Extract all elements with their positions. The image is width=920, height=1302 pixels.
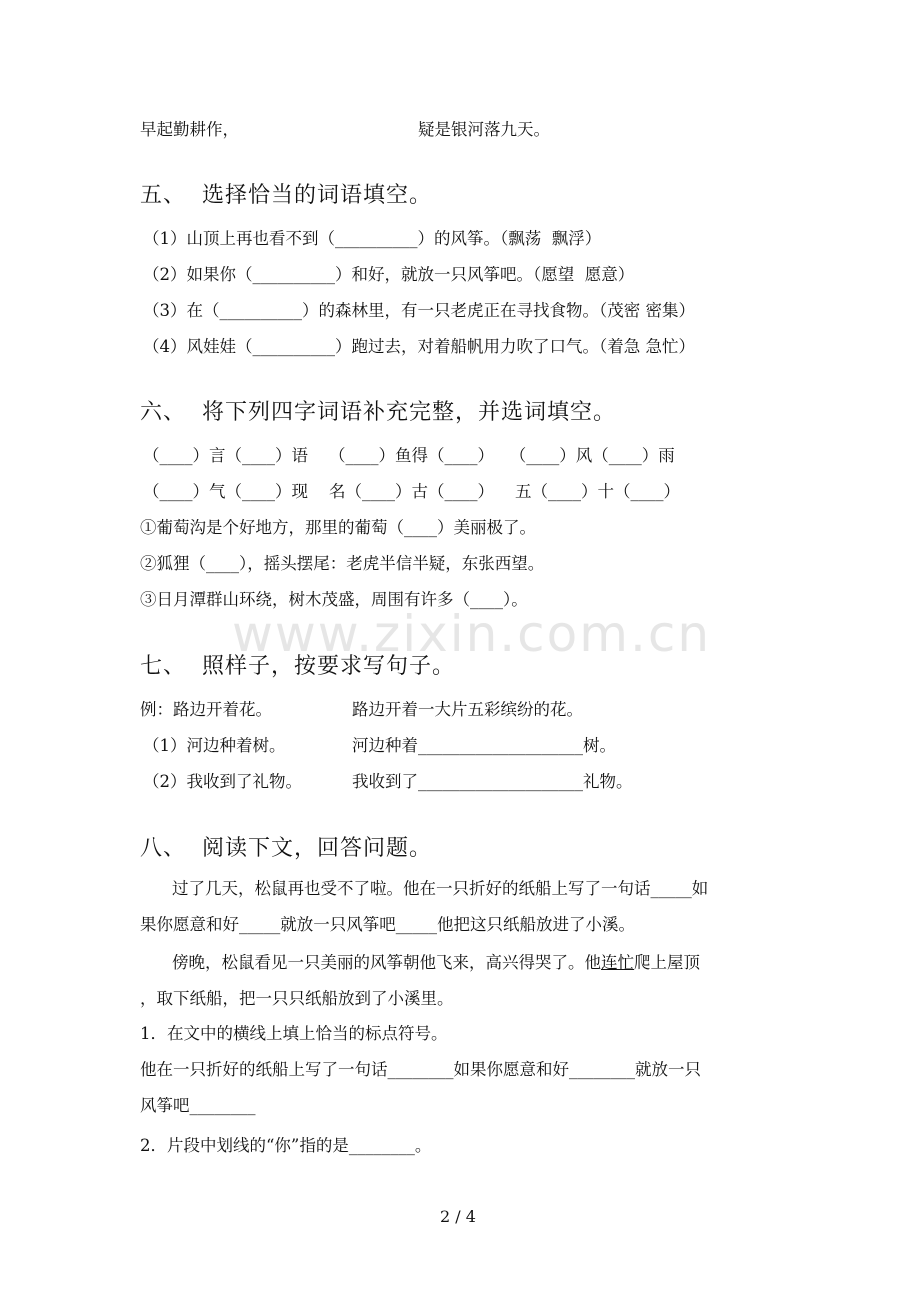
section6-item-1: ①葡萄沟是个好地方，那里的葡萄（____）美丽极了。 <box>140 518 536 537</box>
watermark: www.zixin.com.cn <box>232 605 712 663</box>
underlined-word: 连忙 <box>601 953 634 972</box>
section5-item-1: （1）山顶上再也看不到（__________）的风筝。（飘荡 飘浮） <box>143 229 602 248</box>
section6-item-3: ③日月潭群山环绕，树木茂盛，周围有许多（____）。 <box>140 590 528 609</box>
passage-p1-line1: 过了几天，松鼠再也受不了啦。他在一只折好的纸船上写了一句话_____如 <box>172 879 709 898</box>
passage-text: 傍晚，松鼠看见一只美丽的风筝朝他飞来，高兴得哭了。他 <box>172 953 601 972</box>
section5-item-2: （2）如果你（__________）和好，就放一只风筝吧。（愿望 愿意） <box>143 265 635 284</box>
passage-p2-line1 <box>172 952 700 974</box>
q1-right: 河边种着____________________树。 <box>352 736 616 755</box>
passage-p1-line2: 果你愿意和好_____就放一只风筝吧_____他把这只纸船放进了小溪。 <box>140 915 635 934</box>
section8-title: 八、 阅读下文，回答问题。 <box>140 836 432 861</box>
poem-line-left: 早起勤耕作， <box>140 120 239 139</box>
question-1: 1．在文中的横线上填上恰当的标点符号。 <box>140 1024 448 1043</box>
question-1-line1: 他在一只折好的纸船上写了一句话________如果你愿意和好________就放一只 <box>140 1060 701 1079</box>
section5-item-4: （4）风娃娃（__________）跑过去，对着船帆用力吹了口气。（着急 急忙） <box>143 337 695 356</box>
section6-item-2: ②狐狸（____），摇头摆尾：老虎半信半疑，东张西望。 <box>140 554 545 573</box>
q1-left: （1）河边种着树。 <box>143 736 286 755</box>
section7-title: 七、 照样子，按要求写句子。 <box>140 654 455 679</box>
idiom-row-2: （____）气（____）现 名（____）古（____） 五（____）十（____） <box>143 482 680 501</box>
q2-right: 我收到了____________________礼物。 <box>352 772 633 791</box>
q2-left: （2）我收到了礼物。 <box>143 772 302 791</box>
passage-text: 爬上屋顶 <box>634 953 700 972</box>
idiom-row-1: （____）言（____）语 （____）鱼得（____） （____）风（____）雨 <box>143 446 675 465</box>
page-number: 2 / 4 <box>440 1207 476 1226</box>
poem-line-right: 疑是银河落九天。 <box>418 120 550 139</box>
example-left: 例：路边开着花。 <box>140 700 272 719</box>
section6-title: 六、 将下列四字词语补充完整，并选词填空。 <box>140 400 616 425</box>
example-right: 路边开着一大片五彩缤纷的花。 <box>352 700 583 719</box>
section5-item-3: （3）在（__________）的森林里，有一只老虎正在寻找食物。（茂密 密集） <box>143 301 695 320</box>
question-2: 2．片段中划线的“你”指的是________。 <box>140 1136 432 1155</box>
passage-p2-line2: ，取下纸船，把一只只纸船放到了小溪里。 <box>140 989 454 1008</box>
question-1-line2: 风筝吧________ <box>140 1096 256 1115</box>
section5-title: 五、 选择恰当的词语填空。 <box>140 183 432 208</box>
